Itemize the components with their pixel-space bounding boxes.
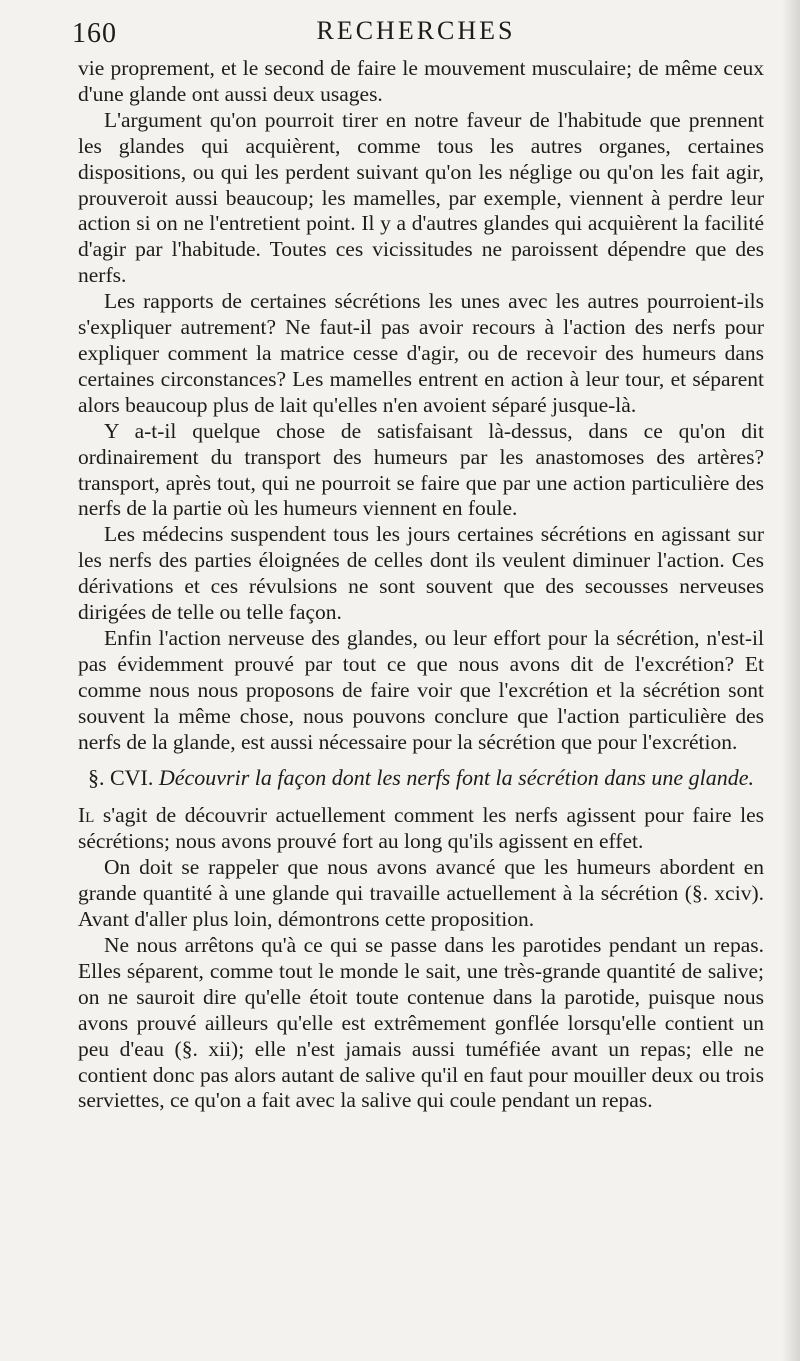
paragraph: Les rapports de certaines sécrétions les unes avec les autres pourroient-ils s'expliquer autrement? Ne faut-il pas avoir recours à l'action des nerfs pour expliquer comment la matrice cesse d'agir, ou de recevoir des humeurs dans certaines circonstances? Les mamelles entrent en action à leur tour, et séparent alors beaucoup plus de lait qu'elles n'en avoient séparé jusque-là. [78, 289, 764, 417]
paragraph: Y a-t-il quelque chose de satisfaisant là-dessus, dans ce qu'on dit ordinairement du transport des humeurs par les anastomoses des artères? transport, après tout, qui ne pourroit se faire que par une action particulière des nerfs de la partie où les humeurs viennent en foule. [78, 418, 764, 521]
paragraph: L'argument qu'on pourroit tirer en notre faveur de l'habitude que prennent les glandes qui acquièrent, comme tous les autres organes, certaines dispositions, ou qui les perdent suivant qu'on les néglige ou qu'on les fait agir, prouveroit aussi beaucoup; les mamelles, par exemple, viennent à perdre leur action si on ne l'entretient point. Il y a d'autres glandes qui acquièrent la facilité d'agir par l'habitude. Toutes ces vicissitudes ne paroissent dépendre que des nerfs. [78, 107, 764, 288]
body-text [78, 56, 764, 1114]
section-number: §. CVI. [87, 765, 154, 791]
page-number: 160 [72, 18, 117, 49]
running-title: RECHERCHES [316, 16, 516, 45]
section-heading [78, 765, 764, 791]
running-head [72, 14, 760, 54]
paragraph: Les médecins suspendent tous les jours certaines sécrétions en agissant sur les nerfs des parties éloignées de celles dont ils veulent diminuer l'action. Ces dérivations et ces révulsions ne sont souvent que des secousses nerveuses dirigées de telle ou telle façon. [78, 522, 764, 625]
paragraph: Enfin l'action nerveuse des glandes, ou leur effort pour la sécrétion, n'est-il pas évidemment prouvé par tout ce que nous avons dit de l'excrétion? Et comme nous nous proposons de faire voir que l'excrétion et la sécrétion sont souvent la même chose, nous pouvons conclure que l'action particulière des nerfs de la glande, est aussi nécessaire pour la sécrétion que pour l'excrétion. [78, 625, 764, 754]
paragraph-continued: vie proprement, et le second de faire le mouvement musculaire; de même ceux d'une glande ont aussi deux usages. [78, 56, 764, 106]
section-title: Découvrir la façon dont les nerfs font la sécrétion dans une glande. [158, 765, 755, 791]
paragraph-text: s'agit de découvrir actuellement comment les nerfs agissent pour faire les sécrétions; nous avons prouvé fort au long qu'ils agissent en effet. [78, 803, 764, 854]
paragraph: Ne nous arrêtons qu'à ce qui se passe dans les parotides pendant un repas. Elles séparent, comme tout le monde le sait, une très-grande quantité de salive; on ne sauroit dire qu'elle étoit toute contenue dans la parotide, puisque nous avons prouvé ailleurs qu'elle est extrêmement gonflée lorsqu'elle contient un peu d'eau (§. xii); elle n'est jamais aussi tuméfiée avant un repas; elle ne contient donc pas alors autant de salive qu'il en faut pour mouiller deux ou trois serviettes, ce qu'on a fait avec la salive qui coule pendant un repas. [78, 933, 764, 1113]
paragraph: On doit se rappeler que nous avons avancé que les humeurs abordent en grande quantité à une glande qui travaille actuellement à la sécrétion (§. xciv). Avant d'aller plus loin, démontrons cette proposition. [78, 855, 764, 932]
lead-word: Il [78, 803, 95, 828]
section-first-paragraph [78, 803, 764, 855]
